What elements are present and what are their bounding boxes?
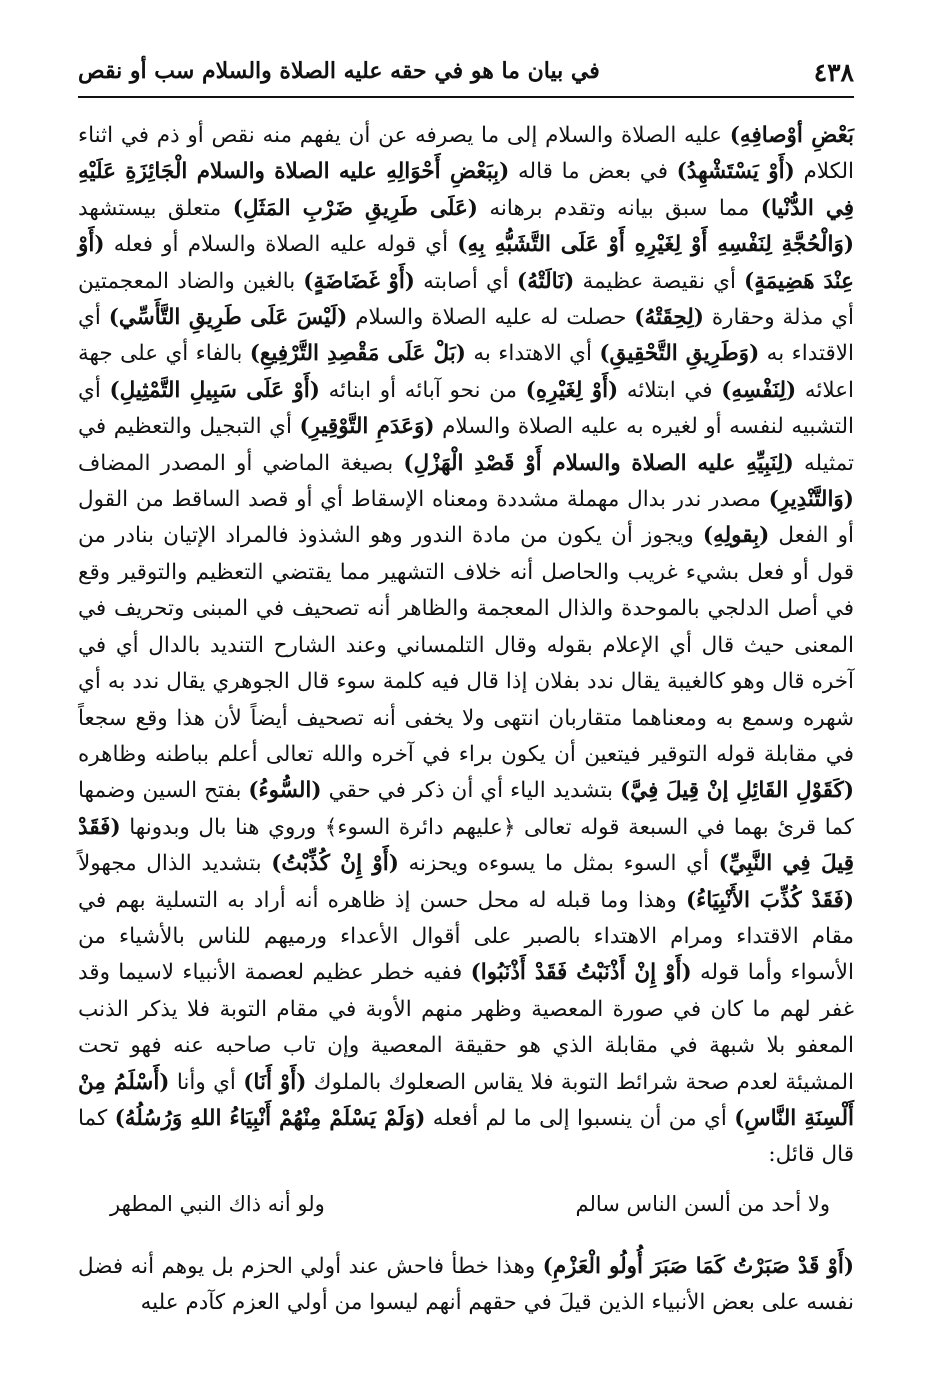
commentary-text: في ابتلائه [618, 377, 722, 403]
commentary-text: ففيه خطر عظيم لعصمة الأنبياء لاسيما وقد غفر لهم ما كان في صورة المعصية وظهر منهم الأوبة في مقام التوبة فلا يذكر الذنب المعفو بلا شبهة في مقابلة الذي هو حقيقة المعصية وإن تاب صاحبه عنه فهو تحت المشيئة لعدم صحة شرائط التوبة فلا يقاس الصعلوك بالملوك [78, 960, 854, 1095]
commentary-text: بالفاء أي على جهة اعلائه [78, 341, 854, 403]
commentary-text: ويجوز أن يكون من مادة الندور وهو الشذوذ فالمراد الإتيان بنادر من قول أو فعل بشيء غريب والحاصل أنه خلاف التشهير مما يقتضي التعظيم والتوقير وقع في أصل الدلجي بالموحدة والذال المعجمة والظاهر أنه تصحيف في المبنى وتحريف في المعنى حيث قال أي الإعلام بقوله وقال التلمساني وعند الشارح التنديد بالدال أي في آخره قال وهو كالغيبة يقال ندد بفلان إذا قال فيه كلمة سوء قال الجوهري يقال ندد به أي شهره وسمع به ومعناهما متقاربان انتهى ولا يخفى أنه تصحيف أيضاً لأن هذا وقع سجعاً في مقابلة قوله التوقير فيتعين أن يكون براء في آخره والله تعالى أعلم بباطنه وظاهره [78, 523, 854, 767]
commentary-text: أي الاهتداء به [465, 341, 600, 367]
commentary-text: من نحو آبائه أو ابنائه [319, 377, 526, 403]
highlighted-matn-text: (أَوْ إِنْ كُذِّبْتُ) [271, 851, 399, 877]
body-paragraph [78, 118, 854, 1174]
commentary-text: وروي هنا بال وبدونها [120, 814, 325, 840]
highlighted-matn-text: (وَلَمْ يَسْلَمْ مِنْهُمْ أَنْبِيَاءُ اللهِ وَرُسُلُهُ) [114, 1105, 426, 1131]
commentary-text: أي السوء بمثل ما يسوءه ويحزنه [398, 851, 719, 877]
highlighted-matn-text: (فَقَدْ كُذِّبَ الأَنْبِيَاءُ) [685, 887, 854, 913]
commentary-text: أي نقيصة عظيمة [574, 268, 745, 294]
highlighted-matn-text: (أَوْ أَنَا) [243, 1069, 307, 1095]
highlighted-matn-text: (فَقَدْ قِيلَ فِي النَّبِيِّ) [78, 814, 854, 877]
commentary-text: بتشديد الذال مجهولاً [78, 851, 272, 877]
closing-text [78, 1227, 854, 1343]
highlighted-matn-text: (السُّوءُ) [248, 778, 322, 804]
running-title: في بيان ما هو في حقه عليه الصلاة والسلام سب أو نقص [78, 58, 600, 84]
highlighted-matn-text: (عَلَى طَرِيقِ ضَرْبِ المَثَلِ) [232, 195, 478, 221]
highlighted-matn-text: (وَالْحُجَّةِ لِنَفْسِهِ أَوْ لِغَيْرِهِ أَوْ عَلَى التَّشَبُّهِ بِهِ) [457, 232, 854, 258]
verse-second-hemistich: ولو أنه ذاك النبي المطهر [110, 1192, 325, 1216]
commentary-text: أي التبجيل والتعظيم في تمثيله [78, 414, 854, 476]
closing-paragraph [78, 1249, 854, 1322]
page-header [78, 52, 854, 98]
commentary-text: أي قوله عليه الصلاة والسلام أو فعله [104, 232, 458, 258]
page-number: ٤٣٨ [813, 58, 854, 87]
highlighted-matn-text: (لِنَفْسِهِ) [721, 377, 797, 403]
commentary-text: مصدر ندر بدال مهملة مشددة ومعناه الإسقاط أي أو قصد الساقط من القول أو الفعل [78, 487, 854, 549]
highlighted-matn-text: (بِبَعْضِ أَحْوَالِهِ عليه الصلاة والسلام الْجَائِزَةِ عَلَيْهِ فِي الدُّنْيا) [78, 159, 855, 221]
highlighted-matn-text: (أَسْلَمُ مِنْ أَلْسِنَةِ النَّاسِ) [78, 1069, 854, 1131]
commentary-text: مما سبق بيانه وتقدم برهانه [477, 195, 761, 221]
commentary-text: بصيغة الماضي أو المصدر المضاف [78, 450, 404, 476]
highlighted-matn-text: (أَوْ غَضَاضَةٍ) [303, 268, 415, 294]
highlighted-matn-text: (كَقَوْلِ القَائِلِ إنْ قِيلَ فِيَّ) [619, 778, 854, 804]
highlighted-matn-text: (لِنَبِيِّهِ عليه الصلاة والسلام أَوْ قَصْدِ الْهَزْلِ) [403, 450, 794, 476]
highlighted-matn-text: (أَوْ قَدْ صَبَرْتُ كَمَا صَبَرَ أُولُو الْعَزْمِ) [542, 1253, 854, 1279]
highlighted-matn-text: (لَيْسَ عَلَى طَرِيقِ التَّأَسِّي) [108, 305, 348, 331]
commentary-text: حصلت له عليه الصلاة والسلام [347, 305, 635, 331]
highlighted-matn-text: (نَالَتْهُ) [516, 268, 575, 294]
commentary-text: كما قال قائل: [78, 1105, 854, 1168]
highlighted-matn-text: (وَالتَّنْدِيرِ) [768, 487, 854, 513]
commentary-text: أي وأنا [169, 1069, 244, 1095]
highlighted-matn-text: (وَطَرِيقِ التَّحْقِيقِ) [599, 341, 760, 367]
body-text [78, 118, 854, 1174]
commentary-text: أي التشبيه لنفسه أو لغيره به عليه الصلاة والسلام [78, 377, 855, 440]
commentary-text: بفتح السين وضمها كما قرئ بهما في السبعة قوله تعالى [78, 778, 854, 840]
highlighted-matn-text: (أَوْ عَلَى سَبِيلِ التَّمْثِيلِ) [109, 377, 320, 403]
commentary-text: أي أصابته [414, 268, 517, 294]
highlighted-matn-text: (لِحِقَتْهُ) [634, 305, 704, 331]
highlighted-matn-text: (وَعَدَمِ التَّوْقِيرِ) [299, 414, 435, 440]
commentary-text: بالغين والضاد المعجمتين أي مذلة وحقارة [78, 268, 855, 331]
commentary-text: بتشديد الياء أي أن ذكر في حقي [321, 778, 620, 804]
commentary-text: متعلق بيستشهد [78, 195, 233, 221]
highlighted-matn-text: (بِقولِهِ) [702, 523, 770, 549]
commentary-text: ﴿عليهم دائرة السوء﴾ [324, 814, 516, 840]
highlighted-matn-text: (أَوْ لِغَيْرِهِ) [525, 377, 619, 403]
commentary-text: وهذا وما قبله له محل حسن إذ ظاهره أنه أراد به التسلية بهم في مقام الاقتداء ومرام الاهتداء بالصبر على أقوال الأعداء ورميهم للناس بالأشياء من الأسواء وأما قوله [78, 887, 854, 986]
commentary-text: أي من أن ينسبوا إلى ما لم أفعله [425, 1105, 735, 1131]
commentary-text: وهذا خطأ فاحش عند أولي الحزم بل يوهم أنه فضل نفسه على بعض الأنبياء الذين قيلَ في حقهم أنهم ليسوا من أولي العزم كآدم عليه [78, 1253, 854, 1315]
highlighted-matn-text: (أَوْ إِنْ أَذْنَبْتُ فَقَدْ أَذْنَبُوا) [470, 960, 692, 986]
commentary-text: في بعض ما قاله [509, 159, 677, 185]
highlighted-matn-text: (أَوْ عِنْدَ هَضِيمَةٍ) [78, 232, 854, 294]
commentary-text: عليه الصلاة والسلام إلى ما يصرفه عن أن يفهم منه نقص أو ذم في اثناء الكلام [78, 123, 854, 185]
highlighted-matn-text: (أَوْ يَسْتَشْهِدُ) [676, 159, 795, 185]
poem-verse [110, 1192, 830, 1228]
verse-first-hemistich: ولا أحد من ألسن الناس سالم [575, 1192, 830, 1216]
commentary-text: أي الاقتداء به [78, 305, 854, 367]
highlighted-matn-text: بَعْضِ أوْصافِهِ) [729, 123, 854, 148]
highlighted-matn-text: (بَلْ عَلَى مَقْصِدِ التَّرْفِيعِ) [249, 341, 466, 367]
